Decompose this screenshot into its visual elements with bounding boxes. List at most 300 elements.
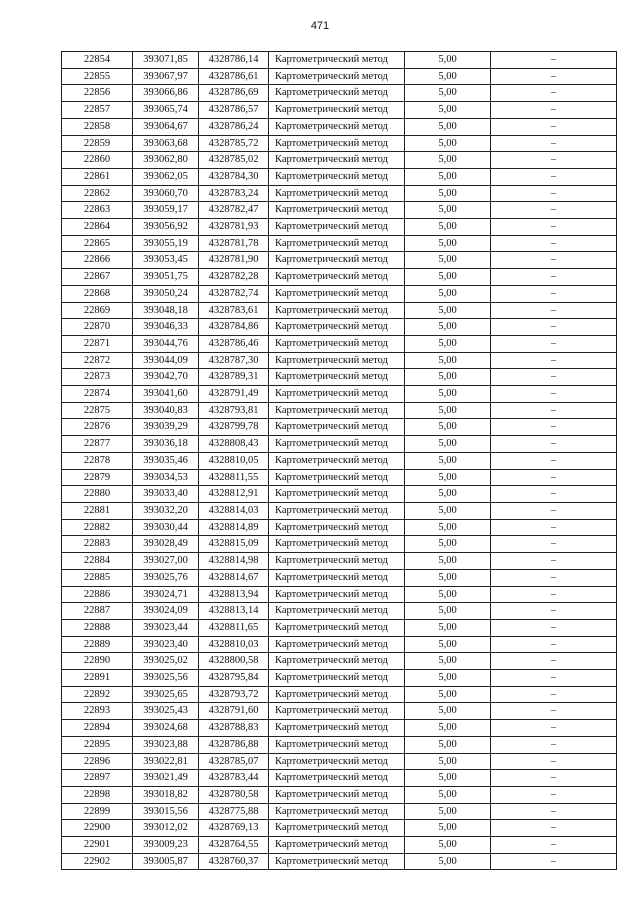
method-cell: Картометрический метод <box>269 803 405 820</box>
accuracy-cell: 5,00 <box>405 285 491 302</box>
method-cell: Картометрический метод <box>269 252 405 269</box>
table-row <box>62 335 617 352</box>
point-number-cell: 22868 <box>62 285 133 302</box>
table-row <box>62 319 617 336</box>
y-coordinate-cell: 4328814,89 <box>199 519 269 536</box>
x-coordinate-cell: 393040,83 <box>133 402 199 419</box>
point-number-cell: 22900 <box>62 820 133 837</box>
method-cell: Картометрический метод <box>269 469 405 486</box>
note-cell: – <box>491 369 617 386</box>
method-cell: Картометрический метод <box>269 285 405 302</box>
point-number-cell: 22877 <box>62 436 133 453</box>
x-coordinate-cell: 393067,97 <box>133 68 199 85</box>
note-cell: – <box>491 85 617 102</box>
point-number-cell: 22859 <box>62 135 133 152</box>
accuracy-cell: 5,00 <box>405 502 491 519</box>
accuracy-cell: 5,00 <box>405 202 491 219</box>
table-row <box>62 519 617 536</box>
accuracy-cell: 5,00 <box>405 553 491 570</box>
table-row <box>62 135 617 152</box>
y-coordinate-cell: 4328784,30 <box>199 168 269 185</box>
point-number-cell: 22861 <box>62 168 133 185</box>
method-cell: Картометрический метод <box>269 820 405 837</box>
accuracy-cell: 5,00 <box>405 619 491 636</box>
y-coordinate-cell: 4328814,67 <box>199 569 269 586</box>
x-coordinate-cell: 393025,76 <box>133 569 199 586</box>
point-number-cell: 22898 <box>62 786 133 803</box>
y-coordinate-cell: 4328793,72 <box>199 686 269 703</box>
method-cell: Картометрический метод <box>269 736 405 753</box>
y-coordinate-cell: 4328800,58 <box>199 653 269 670</box>
note-cell: – <box>491 252 617 269</box>
point-number-cell: 22869 <box>62 302 133 319</box>
table-row <box>62 686 617 703</box>
y-coordinate-cell: 4328783,44 <box>199 770 269 787</box>
method-cell: Картометрический метод <box>269 837 405 854</box>
y-coordinate-cell: 4328811,55 <box>199 469 269 486</box>
table-row <box>62 703 617 720</box>
table-row <box>62 285 617 302</box>
accuracy-cell: 5,00 <box>405 486 491 503</box>
x-coordinate-cell: 393024,71 <box>133 586 199 603</box>
y-coordinate-cell: 4328791,60 <box>199 703 269 720</box>
method-cell: Картометрический метод <box>269 753 405 770</box>
method-cell: Картометрический метод <box>269 402 405 419</box>
method-cell: Картометрический метод <box>269 502 405 519</box>
note-cell: – <box>491 653 617 670</box>
point-number-cell: 22856 <box>62 85 133 102</box>
point-number-cell: 22891 <box>62 670 133 687</box>
x-coordinate-cell: 393028,49 <box>133 536 199 553</box>
x-coordinate-cell: 393018,82 <box>133 786 199 803</box>
method-cell: Картометрический метод <box>269 786 405 803</box>
point-number-cell: 22883 <box>62 536 133 553</box>
note-cell: – <box>491 219 617 236</box>
x-coordinate-cell: 393066,86 <box>133 85 199 102</box>
y-coordinate-cell: 4328783,24 <box>199 185 269 202</box>
accuracy-cell: 5,00 <box>405 369 491 386</box>
note-cell: – <box>491 619 617 636</box>
point-number-cell: 22854 <box>62 52 133 69</box>
method-cell: Картометрический метод <box>269 670 405 687</box>
table-row <box>62 269 617 286</box>
table-row <box>62 252 617 269</box>
y-coordinate-cell: 4328782,28 <box>199 269 269 286</box>
method-cell: Картометрический метод <box>269 603 405 620</box>
method-cell: Картометрический метод <box>269 152 405 169</box>
x-coordinate-cell: 393027,00 <box>133 553 199 570</box>
point-number-cell: 22866 <box>62 252 133 269</box>
table-row <box>62 85 617 102</box>
note-cell: – <box>491 302 617 319</box>
note-cell: – <box>491 319 617 336</box>
point-number-cell: 22902 <box>62 853 133 870</box>
point-number-cell: 22863 <box>62 202 133 219</box>
note-cell: – <box>491 553 617 570</box>
accuracy-cell: 5,00 <box>405 469 491 486</box>
y-coordinate-cell: 4328782,74 <box>199 285 269 302</box>
note-cell: – <box>491 335 617 352</box>
table-row <box>62 619 617 636</box>
accuracy-cell: 5,00 <box>405 569 491 586</box>
point-number-cell: 22893 <box>62 703 133 720</box>
y-coordinate-cell: 4328760,37 <box>199 853 269 870</box>
accuracy-cell: 5,00 <box>405 753 491 770</box>
y-coordinate-cell: 4328786,69 <box>199 85 269 102</box>
point-number-cell: 22865 <box>62 235 133 252</box>
x-coordinate-cell: 393033,40 <box>133 486 199 503</box>
point-number-cell: 22885 <box>62 569 133 586</box>
method-cell: Картометрический метод <box>269 219 405 236</box>
x-coordinate-cell: 393036,18 <box>133 436 199 453</box>
point-number-cell: 22889 <box>62 636 133 653</box>
accuracy-cell: 5,00 <box>405 636 491 653</box>
method-cell: Картометрический метод <box>269 770 405 787</box>
y-coordinate-cell: 4328780,58 <box>199 786 269 803</box>
table-row <box>62 436 617 453</box>
y-coordinate-cell: 4328815,09 <box>199 536 269 553</box>
note-cell: – <box>491 502 617 519</box>
accuracy-cell: 5,00 <box>405 302 491 319</box>
y-coordinate-cell: 4328781,90 <box>199 252 269 269</box>
x-coordinate-cell: 393024,09 <box>133 603 199 620</box>
method-cell: Картометрический метод <box>269 486 405 503</box>
y-coordinate-cell: 4328786,14 <box>199 52 269 69</box>
accuracy-cell: 5,00 <box>405 519 491 536</box>
method-cell: Картометрический метод <box>269 118 405 135</box>
y-coordinate-cell: 4328791,49 <box>199 386 269 403</box>
note-cell: – <box>491 603 617 620</box>
table-row <box>62 786 617 803</box>
y-coordinate-cell: 4328813,94 <box>199 586 269 603</box>
note-cell: – <box>491 753 617 770</box>
table-row <box>62 202 617 219</box>
accuracy-cell: 5,00 <box>405 703 491 720</box>
y-coordinate-cell: 4328788,83 <box>199 720 269 737</box>
method-cell: Картометрический метод <box>269 135 405 152</box>
method-cell: Картометрический метод <box>269 319 405 336</box>
table-row <box>62 219 617 236</box>
method-cell: Картометрический метод <box>269 235 405 252</box>
point-number-cell: 22897 <box>62 770 133 787</box>
method-cell: Картометрический метод <box>269 202 405 219</box>
table-row <box>62 102 617 119</box>
x-coordinate-cell: 393023,88 <box>133 736 199 753</box>
note-cell: – <box>491 486 617 503</box>
x-coordinate-cell: 393065,74 <box>133 102 199 119</box>
x-coordinate-cell: 393046,33 <box>133 319 199 336</box>
method-cell: Картометрический метод <box>269 536 405 553</box>
x-coordinate-cell: 393064,67 <box>133 118 199 135</box>
table-row <box>62 736 617 753</box>
accuracy-cell: 5,00 <box>405 686 491 703</box>
method-cell: Картометрический метод <box>269 168 405 185</box>
table-row <box>62 402 617 419</box>
note-cell: – <box>491 786 617 803</box>
x-coordinate-cell: 393022,81 <box>133 753 199 770</box>
table-row <box>62 386 617 403</box>
note-cell: – <box>491 102 617 119</box>
accuracy-cell: 5,00 <box>405 235 491 252</box>
y-coordinate-cell: 4328784,86 <box>199 319 269 336</box>
table-row <box>62 770 617 787</box>
y-coordinate-cell: 4328786,46 <box>199 335 269 352</box>
point-number-cell: 22867 <box>62 269 133 286</box>
note-cell: – <box>491 720 617 737</box>
point-number-cell: 22895 <box>62 736 133 753</box>
x-coordinate-cell: 393056,92 <box>133 219 199 236</box>
point-number-cell: 22882 <box>62 519 133 536</box>
table-row <box>62 670 617 687</box>
table-row <box>62 853 617 870</box>
y-coordinate-cell: 4328811,65 <box>199 619 269 636</box>
accuracy-cell: 5,00 <box>405 586 491 603</box>
accuracy-cell: 5,00 <box>405 720 491 737</box>
method-cell: Картометрический метод <box>269 720 405 737</box>
method-cell: Картометрический метод <box>269 369 405 386</box>
accuracy-cell: 5,00 <box>405 168 491 185</box>
x-coordinate-cell: 393025,02 <box>133 653 199 670</box>
note-cell: – <box>491 703 617 720</box>
accuracy-cell: 5,00 <box>405 837 491 854</box>
accuracy-cell: 5,00 <box>405 102 491 119</box>
note-cell: – <box>491 736 617 753</box>
method-cell: Картометрический метод <box>269 703 405 720</box>
method-cell: Картометрический метод <box>269 52 405 69</box>
table-row <box>62 68 617 85</box>
y-coordinate-cell: 4328813,14 <box>199 603 269 620</box>
accuracy-cell: 5,00 <box>405 736 491 753</box>
note-cell: – <box>491 285 617 302</box>
point-number-cell: 22855 <box>62 68 133 85</box>
method-cell: Картометрический метод <box>269 686 405 703</box>
point-number-cell: 22901 <box>62 837 133 854</box>
x-coordinate-cell: 393039,29 <box>133 419 199 436</box>
x-coordinate-cell: 393048,18 <box>133 302 199 319</box>
y-coordinate-cell: 4328787,30 <box>199 352 269 369</box>
x-coordinate-cell: 393053,45 <box>133 252 199 269</box>
point-number-cell: 22872 <box>62 352 133 369</box>
point-number-cell: 22871 <box>62 335 133 352</box>
method-cell: Картометрический метод <box>269 352 405 369</box>
accuracy-cell: 5,00 <box>405 786 491 803</box>
method-cell: Картометрический метод <box>269 653 405 670</box>
accuracy-cell: 5,00 <box>405 419 491 436</box>
table-row <box>62 302 617 319</box>
x-coordinate-cell: 393071,85 <box>133 52 199 69</box>
y-coordinate-cell: 4328775,88 <box>199 803 269 820</box>
accuracy-cell: 5,00 <box>405 185 491 202</box>
table-row <box>62 720 617 737</box>
method-cell: Картометрический метод <box>269 85 405 102</box>
note-cell: – <box>491 235 617 252</box>
x-coordinate-cell: 393012,02 <box>133 820 199 837</box>
point-number-cell: 22858 <box>62 118 133 135</box>
table-row <box>62 586 617 603</box>
x-coordinate-cell: 393025,56 <box>133 670 199 687</box>
point-number-cell: 22878 <box>62 452 133 469</box>
y-coordinate-cell: 4328789,31 <box>199 369 269 386</box>
point-number-cell: 22862 <box>62 185 133 202</box>
note-cell: – <box>491 670 617 687</box>
table-row <box>62 118 617 135</box>
x-coordinate-cell: 393015,56 <box>133 803 199 820</box>
accuracy-cell: 5,00 <box>405 68 491 85</box>
point-number-cell: 22870 <box>62 319 133 336</box>
method-cell: Картометрический метод <box>269 636 405 653</box>
page-number: 471 <box>310 20 330 32</box>
note-cell: – <box>491 853 617 870</box>
accuracy-cell: 5,00 <box>405 335 491 352</box>
x-coordinate-cell: 393060,70 <box>133 185 199 202</box>
y-coordinate-cell: 4328785,02 <box>199 152 269 169</box>
accuracy-cell: 5,00 <box>405 152 491 169</box>
accuracy-cell: 5,00 <box>405 653 491 670</box>
x-coordinate-cell: 393032,20 <box>133 502 199 519</box>
method-cell: Картометрический метод <box>269 335 405 352</box>
accuracy-cell: 5,00 <box>405 269 491 286</box>
x-coordinate-cell: 393021,49 <box>133 770 199 787</box>
method-cell: Картометрический метод <box>269 519 405 536</box>
table-row <box>62 235 617 252</box>
y-coordinate-cell: 4328782,47 <box>199 202 269 219</box>
x-coordinate-cell: 393055,19 <box>133 235 199 252</box>
note-cell: – <box>491 386 617 403</box>
method-cell: Картометрический метод <box>269 586 405 603</box>
point-number-cell: 22887 <box>62 603 133 620</box>
accuracy-cell: 5,00 <box>405 352 491 369</box>
y-coordinate-cell: 4328810,05 <box>199 452 269 469</box>
table-row <box>62 168 617 185</box>
table-row <box>62 603 617 620</box>
x-coordinate-cell: 393042,70 <box>133 369 199 386</box>
accuracy-cell: 5,00 <box>405 386 491 403</box>
y-coordinate-cell: 4328781,93 <box>199 219 269 236</box>
note-cell: – <box>491 402 617 419</box>
point-number-cell: 22860 <box>62 152 133 169</box>
table-row <box>62 452 617 469</box>
table-row <box>62 502 617 519</box>
table-row <box>62 753 617 770</box>
point-number-cell: 22864 <box>62 219 133 236</box>
method-cell: Картометрический метод <box>269 436 405 453</box>
x-coordinate-cell: 393063,68 <box>133 135 199 152</box>
table-row <box>62 653 617 670</box>
note-cell: – <box>491 469 617 486</box>
y-coordinate-cell: 4328786,88 <box>199 736 269 753</box>
method-cell: Картометрический метод <box>269 102 405 119</box>
accuracy-cell: 5,00 <box>405 85 491 102</box>
accuracy-cell: 5,00 <box>405 670 491 687</box>
method-cell: Картометрический метод <box>269 419 405 436</box>
method-cell: Картометрический метод <box>269 452 405 469</box>
point-number-cell: 22894 <box>62 720 133 737</box>
x-coordinate-cell: 393025,65 <box>133 686 199 703</box>
y-coordinate-cell: 4328814,98 <box>199 553 269 570</box>
method-cell: Картометрический метод <box>269 386 405 403</box>
x-coordinate-cell: 393062,05 <box>133 168 199 185</box>
method-cell: Картометрический метод <box>269 553 405 570</box>
y-coordinate-cell: 4328808,43 <box>199 436 269 453</box>
note-cell: – <box>491 436 617 453</box>
point-number-cell: 22886 <box>62 586 133 603</box>
y-coordinate-cell: 4328795,84 <box>199 670 269 687</box>
method-cell: Картометрический метод <box>269 569 405 586</box>
x-coordinate-cell: 393051,75 <box>133 269 199 286</box>
note-cell: – <box>491 536 617 553</box>
y-coordinate-cell: 4328786,57 <box>199 102 269 119</box>
note-cell: – <box>491 820 617 837</box>
point-number-cell: 22892 <box>62 686 133 703</box>
x-coordinate-cell: 393044,09 <box>133 352 199 369</box>
note-cell: – <box>491 837 617 854</box>
accuracy-cell: 5,00 <box>405 219 491 236</box>
x-coordinate-cell: 393025,43 <box>133 703 199 720</box>
table-row <box>62 469 617 486</box>
accuracy-cell: 5,00 <box>405 436 491 453</box>
point-number-cell: 22890 <box>62 653 133 670</box>
point-number-cell: 22857 <box>62 102 133 119</box>
table-row <box>62 369 617 386</box>
x-coordinate-cell: 393044,76 <box>133 335 199 352</box>
note-cell: – <box>491 770 617 787</box>
table-row <box>62 803 617 820</box>
accuracy-cell: 5,00 <box>405 820 491 837</box>
x-coordinate-cell: 393024,68 <box>133 720 199 737</box>
y-coordinate-cell: 4328810,03 <box>199 636 269 653</box>
accuracy-cell: 5,00 <box>405 803 491 820</box>
note-cell: – <box>491 68 617 85</box>
accuracy-cell: 5,00 <box>405 118 491 135</box>
table-row <box>62 636 617 653</box>
y-coordinate-cell: 4328785,72 <box>199 135 269 152</box>
point-number-cell: 22875 <box>62 402 133 419</box>
coordinates-table <box>61 51 617 870</box>
accuracy-cell: 5,00 <box>405 402 491 419</box>
table-row <box>62 536 617 553</box>
accuracy-cell: 5,00 <box>405 536 491 553</box>
point-number-cell: 22881 <box>62 502 133 519</box>
note-cell: – <box>491 118 617 135</box>
note-cell: – <box>491 202 617 219</box>
point-number-cell: 22873 <box>62 369 133 386</box>
table-row <box>62 486 617 503</box>
point-number-cell: 22888 <box>62 619 133 636</box>
method-cell: Картометрический метод <box>269 68 405 85</box>
note-cell: – <box>491 452 617 469</box>
y-coordinate-cell: 4328786,61 <box>199 68 269 85</box>
accuracy-cell: 5,00 <box>405 603 491 620</box>
note-cell: – <box>491 52 617 69</box>
accuracy-cell: 5,00 <box>405 252 491 269</box>
x-coordinate-cell: 393050,24 <box>133 285 199 302</box>
accuracy-cell: 5,00 <box>405 452 491 469</box>
table-row <box>62 152 617 169</box>
y-coordinate-cell: 4328769,13 <box>199 820 269 837</box>
note-cell: – <box>491 419 617 436</box>
point-number-cell: 22896 <box>62 753 133 770</box>
accuracy-cell: 5,00 <box>405 52 491 69</box>
table-row <box>62 553 617 570</box>
note-cell: – <box>491 352 617 369</box>
x-coordinate-cell: 393023,44 <box>133 619 199 636</box>
note-cell: – <box>491 636 617 653</box>
note-cell: – <box>491 168 617 185</box>
note-cell: – <box>491 686 617 703</box>
point-number-cell: 22899 <box>62 803 133 820</box>
y-coordinate-cell: 4328812,91 <box>199 486 269 503</box>
accuracy-cell: 5,00 <box>405 853 491 870</box>
